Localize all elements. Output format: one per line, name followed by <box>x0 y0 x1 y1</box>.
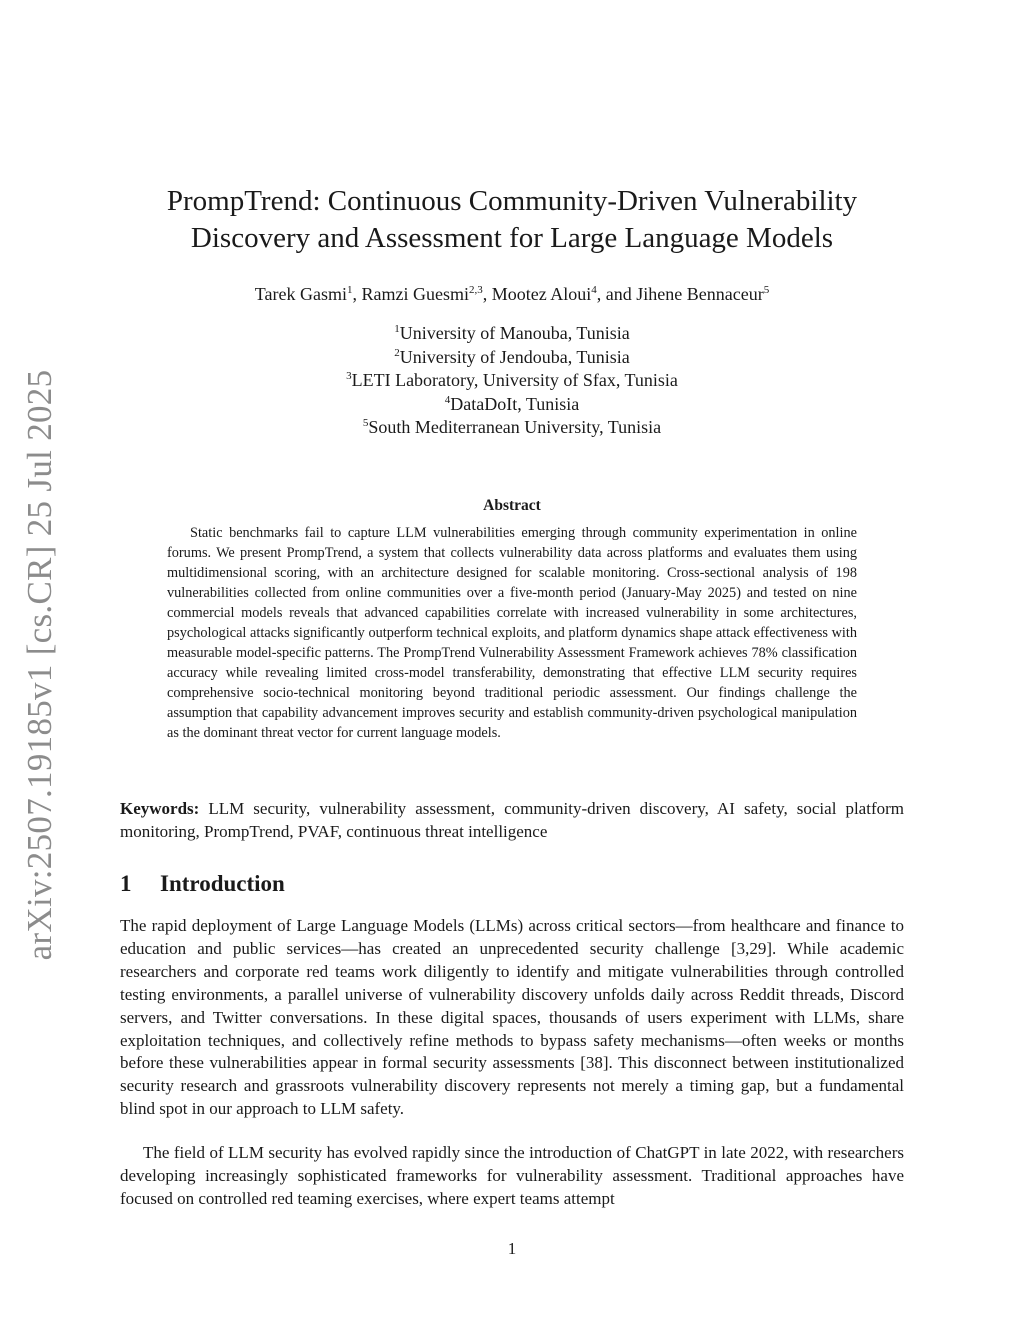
intro-paragraph-2: The field of LLM security has evolved rapidly since the introduction of ChatGPT in late 2022, with researchers developing increasingly sophisticated frameworks for vulnerability assessment. Traditional approaches have focused on controlled red teaming exercises, where expert teams attempt <box>120 1143 904 1208</box>
paper-title <box>120 183 904 257</box>
author-name: Tarek Gasmi <box>254 284 348 304</box>
paper-title-line-1: PrompTrend: Continuous Community-Driven Vulnerability <box>166 185 858 217</box>
affiliation-list <box>120 322 904 440</box>
affiliation-item <box>120 369 904 393</box>
affiliation-mark: 5 <box>362 417 369 429</box>
section-title: Introduction <box>160 871 285 896</box>
page-number: 1 <box>507 1239 517 1258</box>
paper-title-line-2: Discovery and Assessment for Large Language Models <box>190 222 834 254</box>
affiliation-text: DataDoIt, Tunisia <box>450 393 580 414</box>
author-affiliation-mark: 5 <box>763 284 770 296</box>
affiliation-item <box>120 322 904 346</box>
affiliation-mark: 4 <box>444 393 451 406</box>
keywords-paragraph <box>120 797 904 843</box>
author-affiliation-mark: 2,3 <box>469 284 483 296</box>
affiliation-text: LETI Laboratory, University of Sfax, Tunisia <box>351 370 678 390</box>
author-separator: , and <box>596 284 637 304</box>
author-affiliation-mark: 4 <box>591 284 597 296</box>
author-name: Jihene Bennaceur <box>636 284 764 304</box>
author-separator: , <box>482 284 492 304</box>
keywords-text: LLM security, vulnerability assessment, community-driven discovery, AI safety, social platform monitoring, PrompTrend, PVAF, continuous threat intelligence <box>120 799 904 841</box>
keywords-label: Keywords: <box>120 799 200 818</box>
section-number: 1 <box>120 871 132 896</box>
intro-paragraph-1: The rapid deployment of Large Language Models (LLMs) across critical sectors—from healthcare and finance to education and public services—has created an unprecedented security challenge [3,29]. While academic researchers and corporate red teams work diligently to identify and mitigate vulnerabilities through controlled testing environments, a parallel universe of vulnerability discovery unfolds daily across Reddit threads, Discord servers, and Twitter conversations. In these digital spaces, thousands of users experiment with LLMs, share exploitation techniques, and collectively refine methods to bypass safety mechanisms—often weeks or months before these vulnerabilities appear in formal security assessments [38]. This disconnect between institutionalized security research and grassroots vulnerability discovery represents not merely a timing gap, but a fundamental blind spot in our approach to LLM safety. <box>120 916 904 1119</box>
author-name: Ramzi Guesmi <box>361 284 469 304</box>
author-name: Mootez Aloui <box>491 284 592 304</box>
affiliation-item <box>120 393 904 417</box>
author-separator: , <box>352 284 362 304</box>
affiliation-mark: 1 <box>394 323 400 335</box>
abstract-body: Static benchmarks fail to capture LLM vulnerabilities emerging through community experimentation in online forums. We present PrompTrend, a system that collects vulnerability data across platforms and evaluates them using multidimensional scoring, with an architecture designed for scalable monitoring. Cross-sectional analysis of 198 vulnerabilities collected from online communities over a five-month period (January-May 2025) and tested on nine commercial models reveals that advanced capabilities correlate with increased vulnerability in some architectures, psychological attacks significantly outperform technical exploits, and platform dynamics shape attack effectiveness with measurable model-specific patterns. The PrompTrend Vulnerability Assessment Framework achieves 78% classification accuracy while revealing limited cross-model transferability, demonstrating that effective LLM security requires comprehensive socio-technical monitoring beyond traditional periodic assessment. Our findings challenge the assumption that capability advancement improves security and establish community-driven psychological manipulation as the dominant threat vector for current language models. <box>167 525 857 742</box>
arxiv-identifier-text: arXiv:2507.19185v1 [cs.CR] 25 Jul 2025 <box>20 369 59 961</box>
author-affiliation-mark: 1 <box>347 284 353 296</box>
affiliation-text: University of Manouba, Tunisia <box>399 323 630 343</box>
affiliation-text: University of Jendouba, Tunisia <box>399 346 630 367</box>
affiliation-text: South Mediterranean University, Tunisia <box>368 417 662 437</box>
affiliation-mark: 2 <box>394 346 400 359</box>
section-heading <box>120 870 285 898</box>
affiliation-mark: 3 <box>346 370 352 382</box>
author-list <box>120 283 904 305</box>
abstract-heading: Abstract <box>483 497 541 514</box>
affiliation-item <box>120 346 904 370</box>
affiliation-item <box>120 416 904 440</box>
